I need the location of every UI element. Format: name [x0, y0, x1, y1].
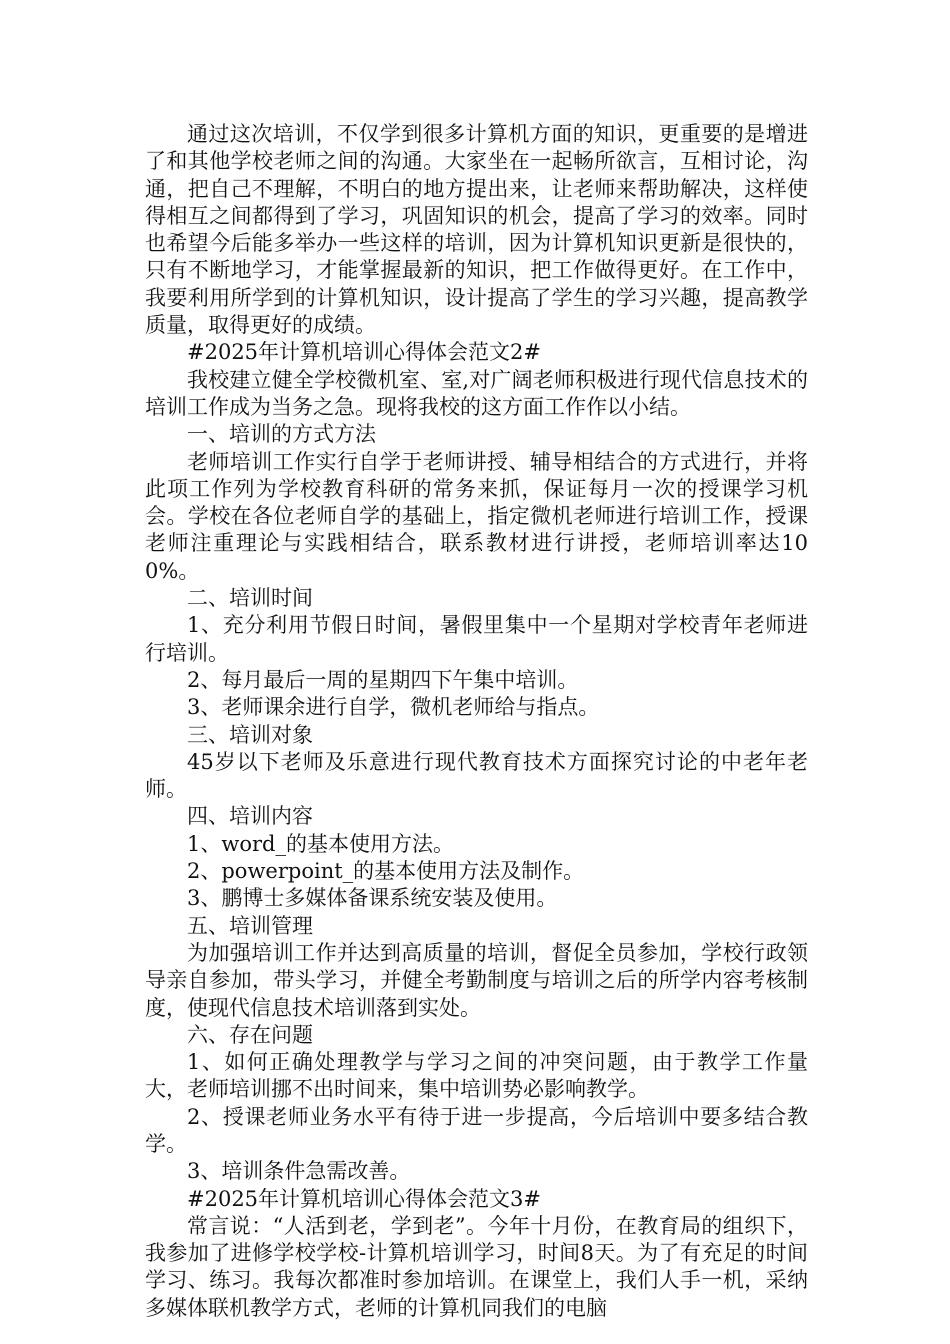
heading-training-targets: 三、培训对象	[187, 722, 313, 747]
section-title-sample-2: #2025年计算机培训心得体会范文2#	[187, 340, 541, 365]
paragraph-intro: 我校建立健全学校微机室、室,对广阔老师积极进行现代信息技术的培训工作成为当务之急。现将我校的这方面工作作以小结。	[145, 367, 808, 419]
heading-training-management: 五、培训管理	[187, 913, 313, 938]
heading-training-time: 二、培训时间	[187, 586, 313, 611]
section-title-sample-3: #2025年计算机培训心得体会范文3#	[187, 1186, 541, 1211]
paragraph-training-methods: 老师培训工作实行自学于老师讲授、辅导相结合的方式进行，并将此项工作列为学校教育科研的常务来抓，保证每月一次的授课学习机会。学校在各位老师自学的基础上，指定微机老师进行培训工作，授课老师注重理论与实践相结合，联系教材进行讲授，老师培训率达100%。	[145, 449, 808, 583]
heading-existing-problems: 六、存在问题	[187, 1022, 313, 1047]
list-item-problem-3: 3、培训条件急需改善。	[187, 1159, 411, 1184]
list-item-content-1: 1、word_的基本使用方法。	[187, 831, 454, 856]
heading-training-methods: 一、培训的方式方法	[187, 422, 376, 447]
paragraph-reflection: 通过这次培训，不仅学到很多计算机方面的知识，更重要的是增进了和其他学校老师之间的沟通。大家坐在一起畅所欲言，互相讨论，沟通，把自己不理解，不明白的地方提出来，让老师来帮助解决，这样使得相互之间都得到了学习，巩固知识的机会，提高了学习的效率。同时也希望今后能多举办一些这样的培训，因为计算机知识更新是很快的，只有不断地学习，才能掌握最新的知识，把工作做得更好。在工作中，我要利用所学到的计算机知识，设计提高了学生的学习兴趣，提高教学质量，取得更好的成绩。	[145, 122, 808, 338]
list-item-problem-1: 1、如何正确处理教学与学习之间的冲突问题，由于教学工作量大，老师培训挪不出时间来，集中培训势必影响教学。	[145, 1050, 808, 1102]
list-item-content-3: 3、鹏博士多媒体备课系统安装及使用。	[187, 886, 558, 911]
list-item-time-1: 1、充分利用节假日时间，暑假里集中一个星期对学校青年老师进行培训。	[145, 613, 808, 665]
paragraph-sample-3-intro: 常言说：“人活到老，学到老”。今年十月份，在教育局的组织下，我参加了进修学校学校-计算机培训学习，时间8天。为了有充足的时间学习、练习。我每次都准时参加培训。在课堂上，我们人手一机，采纳多媒体联机教学方式，老师的计算机同我们的电脑	[145, 1213, 808, 1320]
list-item-content-2: 2、powerpoint_的基本使用方法及制作。	[187, 859, 585, 884]
paragraph-training-management: 为加强培训工作并达到高质量的培训，督促全员参加，学校行政领导亲自参加，带头学习，并健全考勤制度与培训之后的所学内容考核制度，使现代信息技术培训落到实处。	[145, 940, 808, 1020]
list-item-problem-2: 2、授课老师业务水平有待于进一步提高，今后培训中要多结合教学。	[145, 1104, 808, 1156]
list-item-time-2: 2、每月最后一周的星期四下午集中培训。	[187, 667, 579, 692]
paragraph-training-targets: 45岁以下老师及乐意进行现代教育技术方面探究讨论的中老年老师。	[145, 749, 808, 802]
heading-training-content: 四、培训内容	[187, 804, 313, 829]
list-item-time-3: 3、老师课余进行自学，微机老师给与指点。	[187, 695, 600, 720]
document-page	[145, 121, 808, 1322]
